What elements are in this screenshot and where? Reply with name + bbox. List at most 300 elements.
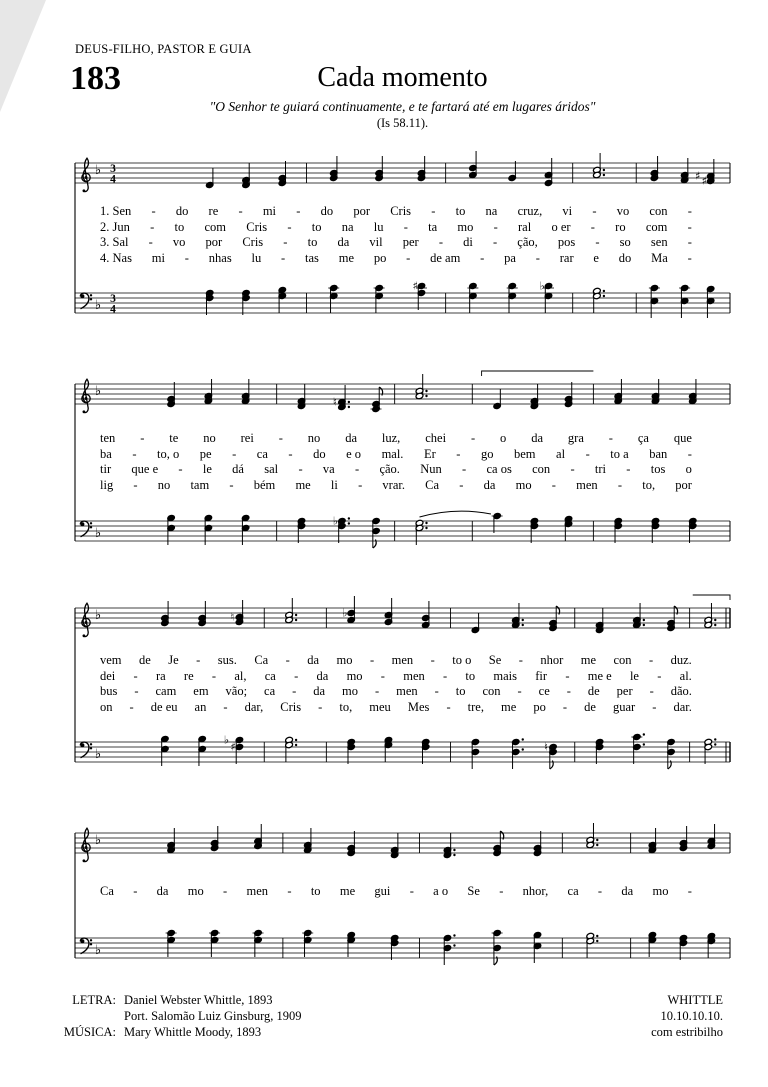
lyric-syllable: no [203, 431, 216, 445]
augmentation-dot [643, 733, 645, 735]
lyric-syllable: - [354, 462, 360, 477]
augmentation-dot [596, 839, 598, 841]
lyric-syllable: li [330, 477, 338, 492]
lyrics-line-3 [100, 235, 692, 251]
scan-edge-artifact [0, 0, 46, 112]
lyric-syllable: - [380, 668, 385, 683]
lyric-syllable: - [223, 884, 228, 898]
lyric-syllable: 4. Nas [100, 250, 132, 265]
letra-label: LETRA: [72, 993, 116, 1007]
lyric-syllable: tam [190, 477, 210, 492]
lyric-syllable: - [456, 446, 461, 461]
lyric-syllable: ca [567, 884, 579, 898]
flat-key-signature: ♭ [95, 943, 102, 958]
lyrics-line-1 [100, 204, 692, 220]
lyric-syllable: - [570, 462, 575, 477]
lyric-syllable: - [566, 684, 571, 699]
lyric-syllable: - [470, 431, 476, 445]
scripture-quote: "O Senhor te guiará continuamente, e te fartará até em lugares áridos" [209, 99, 596, 114]
accidental: ♭ [223, 733, 230, 747]
lyric-syllable: da [307, 653, 320, 667]
lyric-syllable: ção. [379, 462, 400, 477]
lyric-syllable: - [585, 446, 590, 461]
lyric-syllable: to [174, 219, 185, 234]
lyric-syllable: Je [168, 653, 179, 667]
lyric-syllable: - [459, 477, 464, 492]
lyric-syllable: - [657, 668, 662, 683]
lyric-syllable: que [673, 431, 692, 445]
lyric-syllable: do [175, 204, 189, 218]
lyric-syllable: po [533, 699, 546, 714]
lyric-syllable: - [285, 653, 290, 667]
augmentation-dot [295, 614, 297, 616]
lyric-syllable: - [535, 250, 540, 265]
augmentation-dot [453, 849, 455, 851]
lyric-syllable: mi [262, 204, 277, 218]
lyric-syllable: to o [452, 653, 472, 667]
section-header: DEUS-FILHO, PASTOR E GUIA [75, 42, 252, 56]
time-signature-top: 3 [110, 163, 116, 175]
augmentation-dot [714, 619, 716, 621]
lyric-syllable: meu [369, 699, 391, 714]
note-head [680, 284, 688, 291]
note-head [254, 929, 262, 936]
lyric-syllable: luz, [381, 431, 401, 445]
augmentation-dot [522, 748, 524, 750]
hymn-title: Cada momento [317, 62, 488, 93]
lyric-syllable: tos [650, 462, 666, 477]
lyric-syllable: - [551, 477, 556, 492]
lyric-syllable: por [675, 477, 692, 492]
lyric-syllable: - [281, 250, 286, 265]
note-head [384, 618, 392, 625]
lyrics-line-1 [100, 884, 692, 900]
lyric-syllable: e [593, 250, 599, 265]
augmentation-dot [714, 743, 716, 745]
lyrics-line-4 [100, 478, 692, 494]
phrase-bracket [693, 595, 730, 600]
note-head [198, 735, 206, 742]
lyric-syllable: - [211, 668, 217, 683]
lyric-syllable: le [629, 668, 639, 683]
credits-block [60, 992, 302, 1040]
lyric-syllable: ca [256, 446, 268, 461]
lyric-syllable: de [584, 699, 596, 714]
note-head [235, 736, 243, 743]
augmentation-dot [295, 744, 297, 746]
lyric-syllable: dão. [670, 684, 692, 699]
lyric-syllable: da [316, 668, 329, 683]
lyric-syllable: - [406, 250, 411, 265]
lyric-syllable: - [617, 477, 623, 492]
flat-key-signature: ♭ [95, 526, 102, 541]
lyric-syllable: bem [513, 446, 536, 461]
lyric-syllable: al, [234, 668, 247, 683]
lyric-syllable: 2. Jun [100, 219, 130, 234]
lyric-syllable: o [500, 431, 507, 445]
lyric-syllable: go [480, 446, 494, 461]
lyric-syllable: lu [373, 219, 384, 234]
lyric-syllable: to, [642, 477, 656, 492]
lyric-syllable: Nun [420, 462, 442, 477]
lyric-syllable: va [322, 462, 335, 477]
augmentation-dot [522, 738, 524, 740]
augmentation-dot [348, 401, 350, 403]
lyric-syllable: - [151, 204, 156, 218]
lyric-syllable: Ca [254, 653, 269, 667]
bass-clef-icon [80, 742, 92, 758]
augmentation-dot [425, 390, 427, 392]
lyric-syllable: le [202, 462, 212, 477]
tune-info-block [651, 992, 723, 1040]
lyric-syllable: - [462, 462, 467, 477]
lyric-syllable: de [587, 684, 600, 699]
slur [420, 511, 491, 517]
accidental: ♭ [539, 279, 545, 293]
note-head [471, 738, 479, 745]
lyric-syllable: Se [488, 653, 502, 667]
lyric-syllable: men [576, 477, 598, 492]
note-head [241, 514, 249, 521]
note-head [508, 174, 516, 181]
note-head [512, 738, 520, 745]
lyric-syllable: - [565, 668, 570, 683]
lyric-syllable: per [616, 684, 633, 699]
lyric-syllable: fir [535, 668, 548, 683]
system-1-lyrics [100, 204, 692, 266]
lyric-syllable: me [295, 477, 311, 492]
lyric-syllable: ro [615, 219, 626, 234]
lyric-syllable: ção, [517, 235, 538, 250]
lyric-syllable: vem [100, 653, 122, 667]
lyric-syllable: ce [538, 684, 550, 699]
augmentation-dot [643, 619, 645, 621]
augmentation-dot [596, 935, 598, 937]
lyric-syllable: dá [232, 462, 244, 477]
lyric-syllable: - [518, 653, 523, 667]
accidental: ♯ [695, 169, 701, 183]
lyric-syllable: - [133, 668, 138, 683]
augmentation-dot [522, 619, 524, 621]
lyric-syllable: mo [515, 477, 532, 492]
lyric-syllable: da [156, 884, 169, 898]
lyric-syllable: em [193, 684, 209, 699]
system-2-lyrics [100, 431, 692, 493]
lyric-syllable: - [652, 699, 657, 714]
lyric-syllable: - [590, 219, 595, 234]
lyric-syllable: por [353, 204, 370, 218]
lyric-syllable: - [687, 204, 692, 218]
scripture-reference: (Is 58.11). [376, 116, 429, 130]
lyric-syllable: lu [251, 250, 262, 265]
lyric-syllable: da [531, 431, 543, 445]
lyric-syllable: ta [428, 219, 438, 234]
note-head [443, 934, 451, 941]
lyric-syllable: Cris [280, 699, 302, 714]
tune-meter: 10.10.10.10. [660, 1009, 723, 1023]
lyric-syllable: dar. [673, 699, 692, 714]
lyric-syllable: - [278, 431, 283, 445]
augmentation-dot [348, 517, 350, 519]
lyric-syllable: chei [425, 431, 447, 445]
lyric-syllable: - [597, 884, 603, 898]
lyric-syllable: duz. [670, 653, 692, 667]
lyric-syllable: to [465, 668, 476, 683]
lyric-syllable: per [402, 235, 419, 250]
flat-key-signature: ♭ [95, 384, 102, 399]
letra-author: Daniel Webster Whittle, 1893 [124, 993, 273, 1007]
lyric-syllable: me [580, 653, 597, 667]
lyric-syllable: to, [339, 699, 353, 714]
lyric-syllable: - [184, 250, 189, 265]
lyric-syllable: so [619, 235, 631, 250]
lyric-syllable: - [492, 235, 498, 250]
note-head [471, 626, 479, 633]
lyric-syllable: cam [155, 684, 177, 699]
lyric-syllable: mo [187, 884, 204, 898]
lyric-syllable: con [482, 684, 501, 699]
lyric-syllable: 1. Sen [100, 204, 132, 218]
lyric-syllable: ra [155, 668, 166, 683]
lyric-syllable: di [463, 235, 473, 250]
lyric-syllable: rar [559, 250, 574, 265]
lyric-syllable: - [134, 684, 139, 699]
lyric-syllable: mais [493, 668, 518, 683]
lyric-syllable: - [292, 684, 297, 699]
augmentation-dot [714, 738, 716, 740]
lyric-syllable: - [196, 653, 201, 667]
lyric-syllable: - [229, 477, 234, 492]
lyric-syllable: men [391, 653, 414, 667]
time-signature-top: 3 [110, 293, 116, 305]
lyric-syllable: de [138, 653, 151, 667]
lyric-syllable: - [592, 204, 597, 218]
lyric-syllable: - [648, 653, 654, 667]
note-head [167, 929, 175, 936]
lyric-syllable: tri [594, 462, 606, 477]
lyric-syllable: re [208, 204, 219, 218]
lyric-syllable: - [133, 884, 138, 898]
lyric-syllable: bus [100, 684, 118, 699]
lyric-syllable: nhor [540, 653, 564, 667]
note-head [205, 181, 213, 188]
lyric-syllable: vo [172, 235, 186, 250]
augmentation-dot [348, 522, 350, 524]
note-head [544, 282, 552, 289]
lyric-syllable: - [446, 699, 451, 714]
lyric-syllable: ral [518, 219, 532, 234]
time-signature-bottom: 4 [110, 303, 116, 316]
lyric-syllable: tir [100, 462, 112, 477]
augmentation-dot [453, 944, 455, 946]
lyric-syllable: pos [557, 235, 576, 250]
lyric-syllable: - [296, 204, 301, 218]
augmentation-dot [596, 844, 598, 846]
lyric-syllable: - [595, 235, 600, 250]
lyrics-line-4 [100, 700, 692, 716]
time-signature-bottom: 4 [110, 173, 116, 186]
lyric-syllable: me [339, 884, 356, 898]
flat-key-signature: ♭ [95, 298, 102, 313]
lyric-syllable: - [369, 653, 375, 667]
lyric-syllable: vil [369, 235, 383, 250]
lyric-syllable: - [132, 446, 137, 461]
lyric-syllable: - [687, 250, 692, 265]
lyric-syllable: men [246, 884, 269, 898]
flat-key-signature: ♭ [95, 833, 102, 848]
lyric-syllable: rei [240, 431, 254, 445]
note-head [650, 284, 658, 291]
lyric-syllable: - [374, 684, 380, 699]
accidental: ♯ [412, 279, 418, 293]
musica-row [60, 1024, 302, 1040]
lyric-syllable: - [287, 219, 292, 234]
lyric-syllable: - [608, 431, 613, 445]
note-head [329, 284, 337, 291]
lyric-syllable: tre, [467, 699, 484, 714]
lyric-syllable: con [613, 653, 632, 667]
lyric-syllable: ca os [486, 462, 512, 477]
lyric-syllable: - [298, 462, 303, 477]
lyric-syllable: - [318, 699, 323, 714]
lyrics-line-3 [100, 684, 692, 700]
lyric-syllable: pa [504, 250, 516, 265]
lyric-syllable: - [148, 235, 153, 250]
lyric-syllable: bém [253, 477, 276, 492]
tune-meter-note: com estribilho [651, 1025, 723, 1039]
augmentation-dot [348, 406, 350, 408]
lyric-syllable: to a [610, 446, 629, 461]
lyric-syllable: ten [100, 431, 116, 445]
lyric-syllable: - [140, 431, 145, 445]
lyric-syllable: - [294, 668, 299, 683]
lyric-syllable: lig [100, 477, 114, 492]
lyric-syllable: mo [336, 653, 353, 667]
note-head [278, 286, 286, 293]
phrase-bracket [482, 371, 594, 376]
lyric-syllable: ça [637, 431, 649, 445]
lyric-syllable: ba [100, 446, 112, 461]
augmentation-dot [425, 395, 427, 397]
lyric-syllable: Ma [651, 250, 668, 265]
note-head [533, 931, 541, 938]
lyric-syllable: tas [305, 250, 319, 265]
accidental: ♯ [701, 174, 707, 188]
augmentation-dot [425, 522, 427, 524]
musica-author: Mary Whittle Moody, 1893 [124, 1025, 262, 1039]
lyric-syllable: - [687, 235, 692, 250]
lyric-syllable: - [499, 884, 504, 898]
lyric-syllable: da [483, 477, 496, 492]
system-3-lyrics [100, 653, 692, 715]
lyric-syllable: - [649, 684, 654, 699]
lyrics-line-3 [100, 462, 692, 478]
accidental: ♯ [230, 740, 236, 754]
lyric-syllable: e o [346, 446, 362, 461]
note-head [493, 402, 501, 409]
lyric-syllable: to, o [157, 446, 180, 461]
augmentation-dot [603, 295, 605, 297]
lyric-syllable: - [431, 204, 436, 218]
note-head [493, 929, 501, 936]
lyric-syllable: - [687, 446, 692, 461]
lyric-syllable: con [649, 204, 668, 218]
accidental: ♭ [332, 514, 339, 528]
lyric-syllable: do [313, 446, 326, 461]
augmentation-dot [453, 854, 455, 856]
lyrics-line-1 [100, 653, 692, 669]
lyric-syllable: - [358, 477, 363, 492]
lyric-syllable: guar [612, 699, 636, 714]
lyric-syllable: - [687, 884, 692, 898]
lyric-syllable: con [532, 462, 551, 477]
lyric-syllable: Cris [242, 235, 264, 250]
note-head [161, 735, 169, 742]
lyric-syllable: Er [423, 446, 436, 461]
note-head [204, 514, 212, 521]
lyric-syllable: vi [562, 204, 573, 218]
augmentation-dot [714, 624, 716, 626]
lyric-syllable: - [178, 462, 183, 477]
lyric-syllable: po [373, 250, 387, 265]
lyric-syllable: da [621, 884, 634, 898]
lyric-syllable: to [455, 204, 466, 218]
note-head [544, 179, 552, 186]
lyric-syllable: com [645, 219, 668, 234]
augmentation-dot [295, 739, 297, 741]
lyric-syllable: no [307, 431, 321, 445]
lyric-syllable: sen [650, 235, 668, 250]
lyric-syllable: - [562, 699, 568, 714]
lyric-syllable: - [626, 462, 631, 477]
lyric-syllable: to [311, 219, 322, 234]
lyric-syllable: nhor, [522, 884, 549, 898]
lyric-syllable: re [183, 668, 194, 683]
lyric-syllable: men [403, 668, 425, 683]
lyric-syllable: 3. Sal [100, 235, 129, 250]
note-head [167, 514, 175, 521]
lyric-syllable: o er [551, 219, 571, 234]
musica-label: MÚSICA: [63, 1025, 116, 1039]
lyric-syllable: da [345, 431, 357, 445]
note-head [375, 284, 383, 291]
lyric-syllable: com [204, 219, 227, 234]
lyric-syllable: me e [587, 668, 612, 683]
augmentation-dot [425, 527, 427, 529]
lyric-syllable: - [438, 235, 443, 250]
lyric-syllable: - [288, 446, 293, 461]
lyric-syllable: men [396, 684, 418, 699]
lyric-syllable: na [341, 219, 354, 234]
lyric-syllable: cruz, [517, 204, 543, 218]
augmentation-dot [453, 934, 455, 936]
lyric-syllable: to [310, 884, 321, 898]
accidental: ♭ [342, 606, 348, 620]
lyric-syllable: to [307, 235, 318, 250]
lyric-syllable: Cris [246, 219, 268, 234]
lyric-syllable: ca [264, 668, 276, 683]
lyric-syllable: Ca [425, 477, 440, 492]
lyric-syllable: - [687, 219, 692, 234]
lyric-syllable: - [238, 204, 243, 218]
tune-name: WHITTLE [667, 993, 723, 1007]
lyric-syllable: pe [199, 446, 212, 461]
lyrics-line-2 [100, 669, 692, 685]
lyrics-line-4 [100, 251, 692, 267]
lyric-syllable: al [556, 446, 566, 461]
lyric-syllable: gra [567, 431, 584, 445]
letra-row [60, 992, 302, 1008]
